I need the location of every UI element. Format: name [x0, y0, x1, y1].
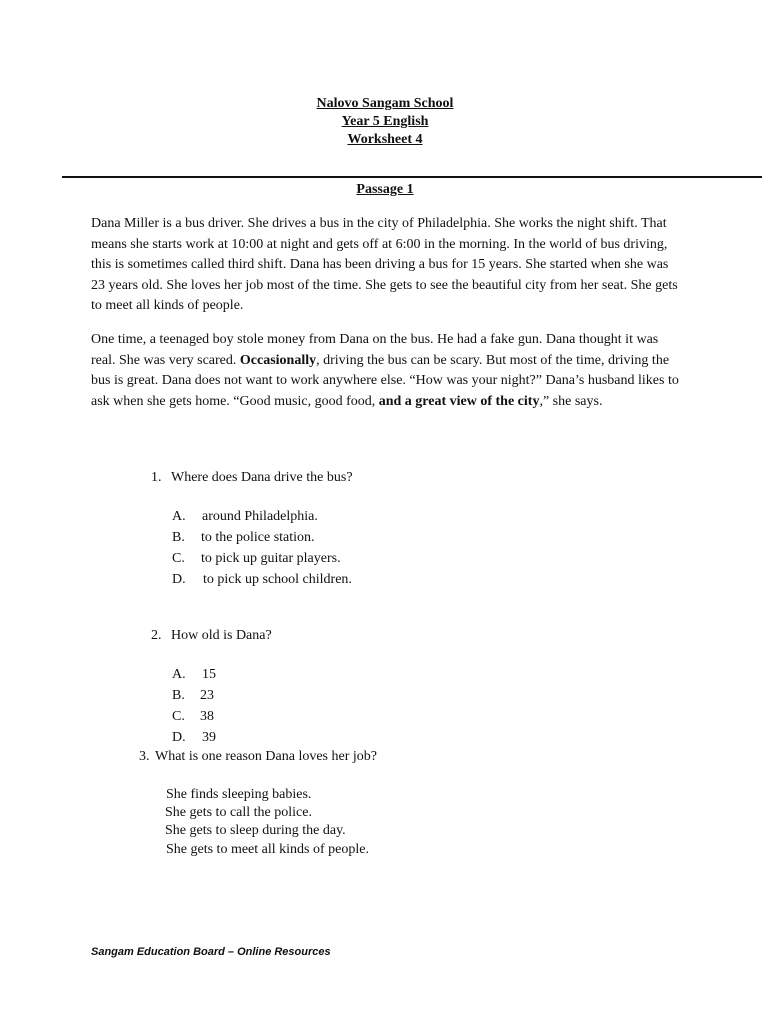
option-text: to the police station. — [201, 530, 315, 545]
passage-bold-phrase: and a great view of the city — [378, 393, 540, 409]
question-text: How old is Dana? — [171, 628, 272, 643]
answer-option[interactable]: She gets to call the police. — [165, 805, 312, 820]
question-text: What is one reason Dana loves her job? — [155, 749, 377, 764]
question-3 — [139, 748, 377, 766]
question-number: 2. — [151, 628, 162, 643]
answer-option[interactable]: She finds sleeping babies. — [166, 787, 312, 802]
option-letter: B. — [172, 688, 185, 703]
answer-option[interactable]: She gets to sleep during the day. — [165, 823, 346, 838]
footer-text: Sangam Education Board – Online Resources — [91, 946, 331, 958]
option-text: 23 — [200, 688, 214, 703]
option-text: to pick up school children. — [203, 572, 352, 587]
header-divider — [62, 176, 762, 178]
answer-option[interactable] — [172, 666, 216, 684]
option-text: to pick up guitar players. — [201, 551, 341, 566]
answer-option[interactable] — [172, 687, 214, 705]
answer-option[interactable] — [172, 508, 318, 526]
option-text: 15 — [202, 667, 216, 682]
answer-option[interactable] — [172, 571, 352, 589]
option-text: 39 — [202, 730, 216, 745]
passage-text: ,” she says. — [539, 393, 603, 409]
passage-paragraph-1: Dana Miller is a bus driver. She drives a bus in the city of Philadelphia. She works the night shift. That means she starts work at 10:00 at night and gets off at 6:00 in the morning. In the world of bus driving, this is sometimes called third shift. Dana has been driving a bus for 15 years. She started when she was 23 years old. She loves her job most of the time. She gets to see the beautiful city from her seat. She gets to meet all kinds of people. — [91, 216, 678, 314]
question-1 — [151, 469, 353, 487]
passage-title: Passage 1 — [356, 182, 414, 197]
option-letter: D. — [172, 730, 186, 745]
option-letter: C. — [172, 551, 185, 566]
passage-bold-word: Occasionally — [239, 352, 317, 368]
option-letter: A. — [172, 509, 186, 524]
option-letter: B. — [172, 530, 185, 545]
passage-paragraph-2 — [91, 330, 683, 412]
option-text: 38 — [200, 709, 214, 724]
answer-option[interactable] — [172, 529, 315, 547]
question-number: 3. — [139, 749, 150, 764]
option-letter: C. — [172, 709, 185, 724]
answer-option[interactable] — [172, 729, 216, 747]
passage-text: , driving the bus can be scary. But most of the time, driving the bus is great. Dana does not want to work anywhere else. “How was your night?” Dana’s husband likes to ask when she gets home. “Good music, good food, — [91, 352, 679, 409]
year-subject: Year 5 English — [341, 114, 429, 129]
question-text: Where does Dana drive the bus? — [171, 470, 353, 485]
option-letter: D. — [172, 572, 186, 587]
question-2 — [151, 627, 272, 645]
answer-option[interactable]: She gets to meet all kinds of people. — [166, 842, 369, 857]
option-letter: A. — [172, 667, 186, 682]
school-name: Nalovo Sangam School — [316, 96, 454, 111]
answer-option[interactable] — [172, 550, 341, 568]
question-number: 1. — [151, 470, 162, 485]
answer-option[interactable] — [172, 708, 214, 726]
passage-text: One time, a teenaged boy stole money from Dana on the bus. He had a fake gun. Dana thought it was real. She was very scared. — [91, 332, 659, 368]
worksheet-title: Worksheet 4 — [347, 132, 423, 147]
option-text: around Philadelphia. — [202, 509, 318, 524]
